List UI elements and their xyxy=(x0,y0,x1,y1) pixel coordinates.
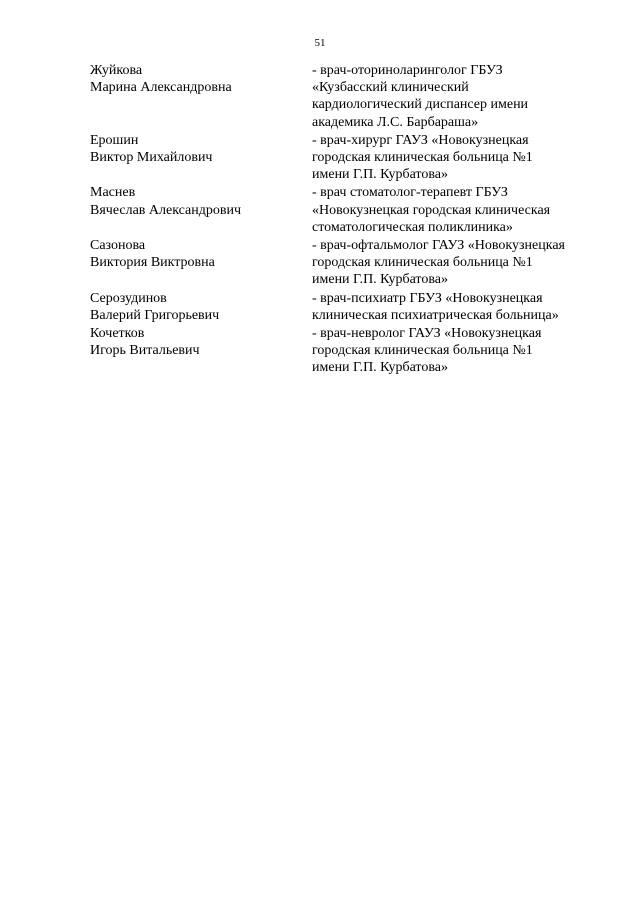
person-name xyxy=(90,290,312,324)
given-names: Виктория Виктровна xyxy=(90,255,215,271)
surname: Кочетков xyxy=(90,326,145,342)
position-line: клиническая психиатрическая больница» xyxy=(312,307,559,323)
position-line: - врач стоматолог-терапевт ГБУЗ xyxy=(312,185,508,201)
position-line: - врач-хирург ГАУЗ «Новокузнецкая xyxy=(312,132,529,148)
surname: Жуйкова xyxy=(90,63,143,78)
position-description xyxy=(312,237,595,289)
staff-entry xyxy=(90,184,595,236)
person-name xyxy=(90,184,312,236)
staff-entry xyxy=(90,132,595,184)
position-line: академика Л.С. Барбараша» xyxy=(312,114,479,130)
position-line: - врач-невролог ГАУЗ «Новокузнецкая xyxy=(312,326,542,342)
position-line: «Новокузнецкая городская клиническая xyxy=(312,202,551,218)
position-description xyxy=(312,132,595,184)
position-line: стоматологическая поликлиника» xyxy=(312,219,513,235)
staff-entry xyxy=(90,290,595,324)
position-line: имени Г.П. Курбатова» xyxy=(312,360,449,376)
surname: Сазонова xyxy=(90,238,146,254)
person-name xyxy=(90,237,312,289)
person-name xyxy=(90,325,312,377)
position-line: имени Г.П. Курбатова» xyxy=(312,272,449,288)
page-number: 51 xyxy=(314,37,326,49)
position-description xyxy=(312,184,595,236)
position-line: «Кузбасский клинический xyxy=(312,80,469,96)
position-line: кардиологический диспансер имени xyxy=(312,97,529,113)
staff-entry xyxy=(90,62,595,131)
given-names: Вячеслав Александрович xyxy=(90,202,242,218)
staff-entry xyxy=(90,237,595,289)
position-line: - врач-офтальмолог ГАУЗ «Новокузнецкая xyxy=(312,238,565,254)
surname: Ерошин xyxy=(90,132,139,148)
given-names: Марина Александровна xyxy=(90,80,232,96)
person-name xyxy=(90,62,312,131)
position-line: городская клиническая больница №1 xyxy=(312,255,533,271)
position-description xyxy=(312,325,595,377)
given-names: Виктор Михайлович xyxy=(90,150,213,166)
given-names: Валерий Григорьевич xyxy=(90,307,220,323)
position-line: городская клиническая больница №1 xyxy=(312,150,533,166)
staff-entry xyxy=(90,325,595,377)
surname: Серозудинов xyxy=(90,290,167,306)
position-line: имени Г.П. Курбатова» xyxy=(312,167,449,183)
position-description xyxy=(312,62,595,131)
staff-list xyxy=(90,62,595,378)
position-line: - врач-психиатр ГБУЗ «Новокузнецкая xyxy=(312,290,543,306)
position-line: городская клиническая больница №1 xyxy=(312,343,533,359)
position-line: - врач-оториноларинголог ГБУЗ xyxy=(312,63,503,78)
person-name xyxy=(90,132,312,184)
position-description xyxy=(312,290,595,324)
given-names: Игорь Витальевич xyxy=(90,343,200,359)
surname: Маснев xyxy=(90,185,136,201)
